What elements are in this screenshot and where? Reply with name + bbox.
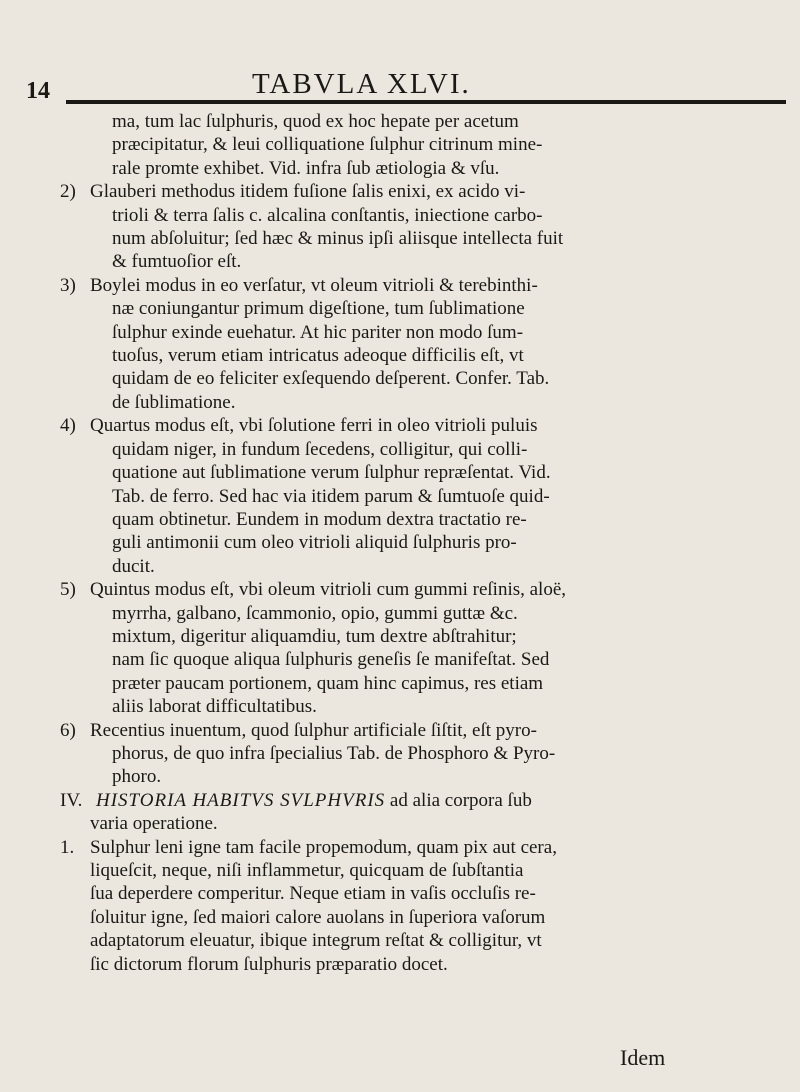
- text-line: ducit.: [112, 555, 155, 577]
- text-line: quatione aut ſublimatione verum ſulphur repræſentat. Vid.: [112, 462, 551, 484]
- header-rule: [66, 100, 786, 104]
- list-item-6: [60, 719, 790, 789]
- text-line: varia operatione.: [90, 813, 218, 835]
- text-line: ſic dictorum florum ſulphuris præparatio docet.: [90, 953, 448, 975]
- text-line: quidam niger, in fundum ſecedens, colligitur, qui colli-: [112, 438, 528, 460]
- text-line: tuoſus, verum etiam intricatus adeoque difficilis eſt, vt: [112, 345, 524, 367]
- text-line: ſua deperdere comperitur. Neque etiam in vaſis occluſis re-: [90, 883, 536, 905]
- list-item-3: [60, 274, 790, 414]
- text-line: præter paucam portionem, quam hinc capimus, res etiam: [112, 672, 544, 694]
- text-line: Glauberi methodus itidem fuſione ſalis enixi, ex acido vi-: [90, 181, 526, 203]
- running-head: TABVLA XLVI.: [252, 68, 471, 100]
- text-line: adaptatorum eleuatur, ibique integrum reſtat & colligitur, vt: [90, 930, 542, 952]
- item-number: 5): [60, 579, 76, 601]
- text-line: Sulphur leni igne tam facile propemodum, quam pix aut cera,: [90, 836, 557, 858]
- page-number: 14: [26, 78, 50, 104]
- text-line: phoro.: [112, 766, 162, 788]
- text-line: quidam de eo feliciter exſequendo deſperent. Confer. Tab.: [112, 368, 550, 390]
- list-item-2: [60, 180, 790, 274]
- text-line: & fumtuoſior eſt.: [112, 251, 242, 273]
- text-line: quam obtinetur. Eundem in modum dextra tractatio re-: [112, 508, 527, 530]
- text-line: aliis laborat difficultatibus.: [112, 696, 317, 718]
- text-line: ma, tum lac ſulphuris, quod ex hoc hepate per acetum: [112, 111, 519, 132]
- section-item-1: [60, 836, 790, 976]
- section-number: IV.: [60, 789, 83, 811]
- section-title: HISTORIA HABITVS SVLPHVRIS: [96, 789, 386, 811]
- catchword: Idem: [620, 1045, 666, 1070]
- body-text: [60, 110, 790, 976]
- text-line: guli antimonii cum oleo vitrioli aliquid ſulphuris pro-: [112, 532, 517, 554]
- text-line: Boylei modus in eo verſatur, vt oleum vitrioli & terebinthi-: [90, 274, 538, 296]
- item-number: 6): [60, 719, 76, 741]
- text-line: Tab. de ferro. Sed hac via itidem parum & ſumtuoſe quid-: [112, 485, 550, 507]
- item-number: 4): [60, 415, 76, 437]
- text-line: ſulphur exinde euehatur. At hic pariter non modo ſum-: [112, 321, 524, 343]
- text-line: num abſoluitur; ſed hæc & minus ipſi aliisque intellecta fuit: [112, 228, 564, 250]
- text-line: trioli & terra ſalis c. alcalina conſtantis, iniectione carbo-: [112, 204, 543, 226]
- text-line: rale promte exhibet. Vid. infra ſub ætiologia & vſu.: [112, 157, 500, 179]
- text-line: Recentius inuentum, quod ſulphur artificiale ſiſtit, eſt pyro-: [90, 719, 537, 741]
- text-line: Quintus modus eſt, vbi oleum vitrioli cum gummi reſinis, aloë,: [90, 579, 567, 601]
- item-number: 3): [60, 274, 76, 296]
- text-line: myrrha, galbano, ſcammonio, opio, gummi guttæ &c.: [112, 602, 518, 624]
- text-line: Quartus modus eſt, vbi ſolutione ferri in oleo vitrioli puluis: [90, 415, 538, 437]
- text-line: de ſublimatione.: [112, 391, 236, 413]
- section-title-rest: ad alia corpora ſub: [389, 789, 532, 811]
- text-line: phorus, de quo infra ſpecialius Tab. de Phosphoro & Pyro-: [112, 742, 556, 764]
- text-line: næ coniungantur primum digeſtione, tum ſublimatione: [112, 298, 525, 320]
- item-number: 1.: [60, 836, 75, 858]
- text-line: nam ſic quoque aliqua ſulphuris geneſis ſe manifeſtat. Sed: [112, 649, 550, 671]
- text-line: præcipitatur, & leui colliquatione ſulphur citrinum mine-: [112, 134, 543, 156]
- list-item-4: [60, 414, 790, 578]
- text-line: ſoluitur igne, ſed maiori calore auolans in ſuperiora vaſorum: [90, 906, 546, 928]
- text-line: mixtum, digeritur aliquamdiu, tum dextre abſtrahitur;: [112, 625, 517, 647]
- item-number: 2): [60, 181, 76, 203]
- section-heading: [60, 789, 790, 812]
- list-item-5: [60, 578, 790, 718]
- text-line: liqueſcit, neque, niſi inflammetur, quicquam de ſubſtantia: [90, 860, 524, 881]
